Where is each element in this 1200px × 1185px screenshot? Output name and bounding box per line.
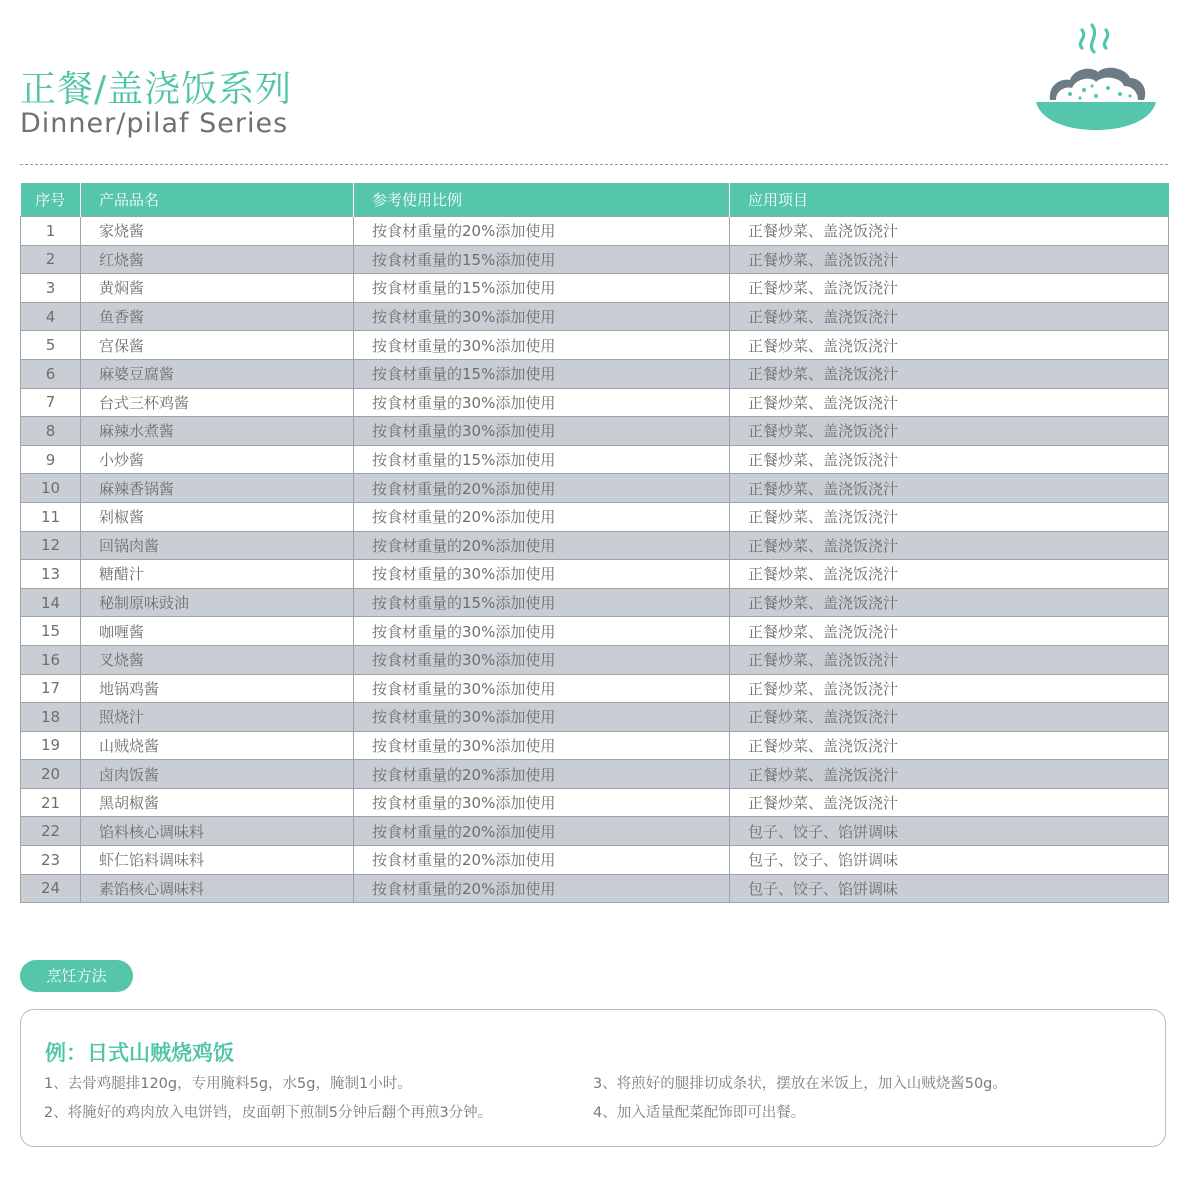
product-name: 家烧酱 — [81, 217, 354, 246]
application: 正餐炒菜、盖浇饭浇汁 — [730, 445, 1169, 474]
usage-ratio: 按食材重量的30%添加使用 — [354, 645, 730, 674]
product-name: 照烧汁 — [81, 703, 354, 732]
table-row — [21, 331, 1169, 360]
table-row — [21, 245, 1169, 274]
row-index: 4 — [21, 302, 81, 331]
usage-ratio: 按食材重量的30%添加使用 — [354, 674, 730, 703]
row-index: 5 — [21, 331, 81, 360]
row-index: 20 — [21, 760, 81, 789]
product-name: 地锅鸡酱 — [81, 674, 354, 703]
usage-ratio: 按食材重量的20%添加使用 — [354, 502, 730, 531]
application: 正餐炒菜、盖浇饭浇汁 — [730, 359, 1169, 388]
recipe-step-3: 3、将煎好的腿排切成条状，摆放在米饭上，加入山贼烧酱50g。 — [593, 1076, 1007, 1092]
cooking-method-tag: 烹饪方法 — [20, 960, 133, 992]
table-row — [21, 788, 1169, 817]
application: 正餐炒菜、盖浇饭浇汁 — [730, 274, 1169, 303]
usage-ratio: 按食材重量的30%添加使用 — [354, 617, 730, 646]
application: 正餐炒菜、盖浇饭浇汁 — [730, 502, 1169, 531]
product-table — [20, 183, 1169, 903]
product-name: 鱼香酱 — [81, 302, 354, 331]
usage-ratio: 按食材重量的30%添加使用 — [354, 417, 730, 446]
row-index: 1 — [21, 217, 81, 246]
table-row — [21, 645, 1169, 674]
table-row — [21, 417, 1169, 446]
product-name: 小炒酱 — [81, 445, 354, 474]
table-row — [21, 588, 1169, 617]
usage-ratio: 按食材重量的15%添加使用 — [354, 588, 730, 617]
row-index: 19 — [21, 731, 81, 760]
table-header-row — [21, 183, 1169, 217]
product-name: 宫保酱 — [81, 331, 354, 360]
row-index: 9 — [21, 445, 81, 474]
table-row — [21, 760, 1169, 789]
table-row — [21, 359, 1169, 388]
usage-ratio: 按食材重量的20%添加使用 — [354, 217, 730, 246]
usage-ratio: 按食材重量的30%添加使用 — [354, 331, 730, 360]
application: 正餐炒菜、盖浇饭浇汁 — [730, 531, 1169, 560]
application: 正餐炒菜、盖浇饭浇汁 — [730, 302, 1169, 331]
product-name: 糖醋汁 — [81, 560, 354, 589]
product-name: 虾仁馅料调味料 — [81, 846, 354, 875]
row-index: 13 — [21, 560, 81, 589]
product-name: 素馅核心调味料 — [81, 874, 354, 903]
header-product-name: 产品品名 — [81, 183, 354, 217]
application: 正餐炒菜、盖浇饭浇汁 — [730, 703, 1169, 732]
application: 正餐炒菜、盖浇饭浇汁 — [730, 388, 1169, 417]
recipe-step-1: 1、去骨鸡腿排120g，专用腌料5g，水5g，腌制1小时。 — [44, 1076, 412, 1092]
table-row — [21, 302, 1169, 331]
table-row — [21, 474, 1169, 503]
usage-ratio: 按食材重量的20%添加使用 — [354, 846, 730, 875]
recipe-step-2: 2、将腌好的鸡肉放入电饼铛，皮面朝下煎制5分钟后翻个再煎3分钟。 — [44, 1105, 493, 1121]
usage-ratio: 按食材重量的20%添加使用 — [354, 760, 730, 789]
row-index: 14 — [21, 588, 81, 617]
recipe-title: 例：日式山贼烧鸡饭 — [45, 1041, 234, 1065]
application: 正餐炒菜、盖浇饭浇汁 — [730, 560, 1169, 589]
table-row — [21, 445, 1169, 474]
usage-ratio: 按食材重量的30%添加使用 — [354, 388, 730, 417]
row-index: 7 — [21, 388, 81, 417]
application: 正餐炒菜、盖浇饭浇汁 — [730, 760, 1169, 789]
product-name: 剁椒酱 — [81, 502, 354, 531]
row-index: 17 — [21, 674, 81, 703]
usage-ratio: 按食材重量的20%添加使用 — [354, 474, 730, 503]
row-index: 8 — [21, 417, 81, 446]
table-row — [21, 674, 1169, 703]
product-name: 红烧酱 — [81, 245, 354, 274]
table-row — [21, 617, 1169, 646]
product-name: 黑胡椒酱 — [81, 788, 354, 817]
application: 正餐炒菜、盖浇饭浇汁 — [730, 474, 1169, 503]
product-name: 麻辣香锅酱 — [81, 474, 354, 503]
table-row — [21, 388, 1169, 417]
row-index: 18 — [21, 703, 81, 732]
product-name: 秘制原味豉油 — [81, 588, 354, 617]
row-index: 15 — [21, 617, 81, 646]
row-index: 6 — [21, 359, 81, 388]
recipe-box — [20, 1009, 1166, 1147]
dashed-divider — [20, 164, 1168, 165]
table-row — [21, 731, 1169, 760]
recipe-step-4: 4、加入适量配菜配饰即可出餐。 — [593, 1105, 806, 1121]
application: 包子、饺子、馅饼调味 — [730, 874, 1169, 903]
page-title-cn: 正餐/盖浇饭系列 — [20, 69, 293, 110]
table-row — [21, 817, 1169, 846]
table-row — [21, 217, 1169, 246]
row-index: 10 — [21, 474, 81, 503]
product-name: 卤肉饭酱 — [81, 760, 354, 789]
usage-ratio: 按食材重量的15%添加使用 — [354, 445, 730, 474]
usage-ratio: 按食材重量的20%添加使用 — [354, 817, 730, 846]
application: 包子、饺子、馅饼调味 — [730, 817, 1169, 846]
application: 正餐炒菜、盖浇饭浇汁 — [730, 731, 1169, 760]
table-row — [21, 531, 1169, 560]
usage-ratio: 按食材重量的20%添加使用 — [354, 874, 730, 903]
row-index: 23 — [21, 846, 81, 875]
application: 正餐炒菜、盖浇饭浇汁 — [730, 588, 1169, 617]
header-application: 应用项目 — [730, 183, 1169, 217]
product-name: 台式三杯鸡酱 — [81, 388, 354, 417]
application: 正餐炒菜、盖浇饭浇汁 — [730, 245, 1169, 274]
usage-ratio: 按食材重量的15%添加使用 — [354, 359, 730, 388]
header-index: 序号 — [21, 183, 81, 217]
page-title-en: Dinner/pilaf Series — [20, 108, 289, 139]
application: 正餐炒菜、盖浇饭浇汁 — [730, 217, 1169, 246]
row-index: 24 — [21, 874, 81, 903]
row-index: 2 — [21, 245, 81, 274]
usage-ratio: 按食材重量的15%添加使用 — [354, 274, 730, 303]
row-index: 11 — [21, 502, 81, 531]
table-row — [21, 274, 1169, 303]
row-index: 22 — [21, 817, 81, 846]
usage-ratio: 按食材重量的30%添加使用 — [354, 302, 730, 331]
header-usage-ratio: 参考使用比例 — [354, 183, 730, 217]
row-index: 16 — [21, 645, 81, 674]
usage-ratio: 按食材重量的30%添加使用 — [354, 731, 730, 760]
usage-ratio: 按食材重量的30%添加使用 — [354, 560, 730, 589]
application: 正餐炒菜、盖浇饭浇汁 — [730, 331, 1169, 360]
table-row — [21, 703, 1169, 732]
row-index: 3 — [21, 274, 81, 303]
steaming-rice-bowl-icon — [1034, 22, 1158, 134]
usage-ratio: 按食材重量的30%添加使用 — [354, 788, 730, 817]
usage-ratio: 按食材重量的30%添加使用 — [354, 703, 730, 732]
application: 正餐炒菜、盖浇饭浇汁 — [730, 617, 1169, 646]
product-name: 麻辣水煮酱 — [81, 417, 354, 446]
usage-ratio: 按食材重量的20%添加使用 — [354, 531, 730, 560]
application: 包子、饺子、馅饼调味 — [730, 846, 1169, 875]
table-row — [21, 846, 1169, 875]
application: 正餐炒菜、盖浇饭浇汁 — [730, 788, 1169, 817]
row-index: 21 — [21, 788, 81, 817]
product-name: 馅料核心调味料 — [81, 817, 354, 846]
product-name: 山贼烧酱 — [81, 731, 354, 760]
usage-ratio: 按食材重量的15%添加使用 — [354, 245, 730, 274]
product-name: 叉烧酱 — [81, 645, 354, 674]
table-row — [21, 874, 1169, 903]
table-row — [21, 560, 1169, 589]
product-name: 回锅肉酱 — [81, 531, 354, 560]
application: 正餐炒菜、盖浇饭浇汁 — [730, 417, 1169, 446]
table-row — [21, 502, 1169, 531]
row-index: 12 — [21, 531, 81, 560]
product-name: 咖喱酱 — [81, 617, 354, 646]
product-name: 黄焖酱 — [81, 274, 354, 303]
application: 正餐炒菜、盖浇饭浇汁 — [730, 645, 1169, 674]
application: 正餐炒菜、盖浇饭浇汁 — [730, 674, 1169, 703]
product-name: 麻婆豆腐酱 — [81, 359, 354, 388]
